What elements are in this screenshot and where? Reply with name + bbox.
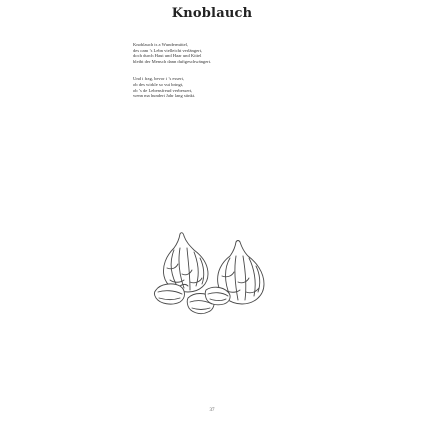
poem-line: ob ’s de Lebensfreud verbessert, — [133, 87, 193, 93]
poem-line: des oam ’s Lebn vielleicht verlängert, — [133, 47, 203, 53]
poem-line: ob des wirkle so vui bringt, — [133, 81, 184, 87]
page-title: Knoblauch — [171, 6, 253, 21]
poem-line: wenn ma hundert Jahr lang stinkt. — [133, 93, 196, 99]
garlic-bulbs-illustration-icon — [150, 228, 270, 324]
poem-line: doch durch Haut und Haar und Kittel — [133, 53, 202, 59]
poem-line: Und i frag, bevor i ’s essert, — [133, 76, 185, 82]
poem — [133, 42, 333, 111]
poem-line: bleibt der Mensch dann duftgeschwängert. — [133, 58, 212, 64]
page-number: 37 — [209, 408, 215, 413]
poem-stanza — [133, 76, 333, 98]
garlic-bulb-left-icon — [163, 233, 208, 292]
poem-stanza — [133, 42, 333, 64]
poem-line: Knoblauch is a Wundermittel, — [133, 42, 189, 47]
